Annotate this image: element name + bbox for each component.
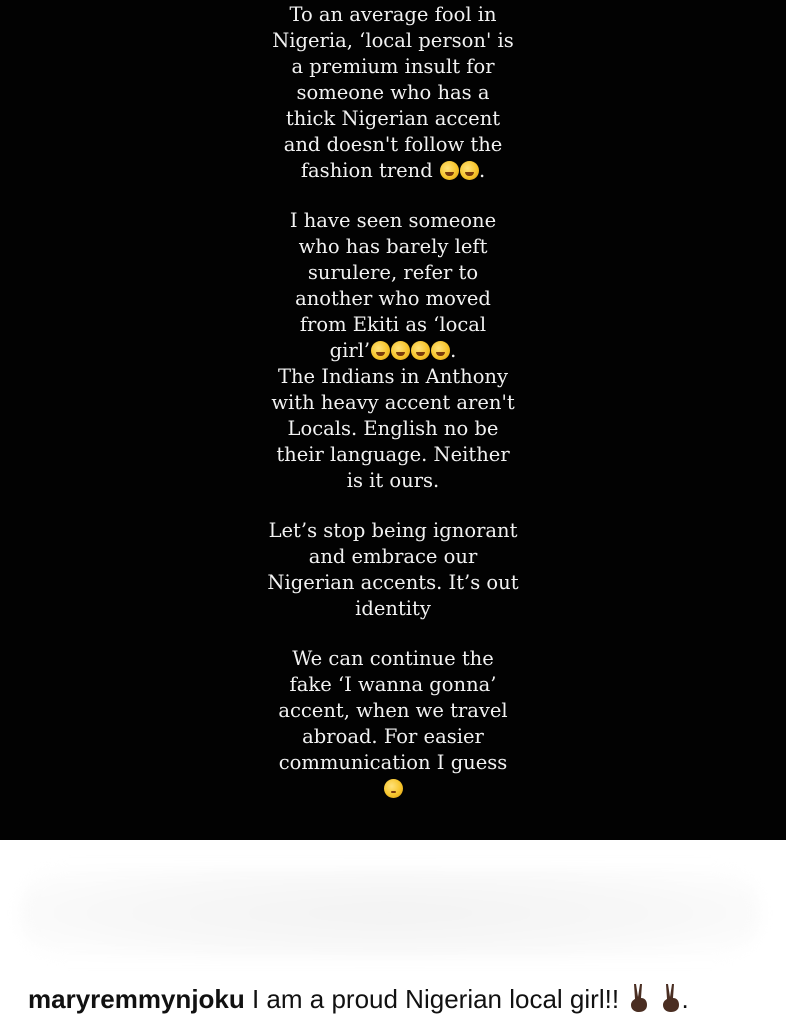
story-line: abroad. For easier [302,725,484,748]
story-line: from Ekiti as ‘local [299,313,487,336]
story-line: Nigerian accents. It’s out [267,571,519,594]
story-line-text: fashion trend [300,159,433,182]
story-line: a premium insult for [291,55,495,78]
story-line-text: girl’ [329,339,371,362]
comment [28,982,778,1016]
story-paragraph-2 [0,208,786,494]
story-paragraph-4 [0,646,786,802]
story-line-with-emoji [0,158,786,184]
story-line: someone who has a [296,81,490,104]
story-line: their language. Neither [276,443,510,466]
story-line: Let’s stop being ignorant [268,519,518,542]
rofl-emoji-icon [371,341,390,360]
story-line-emoji-only [0,776,786,802]
story-line: fake ‘I wanna gonna’ [289,673,497,696]
story-paragraph-1 [0,2,786,184]
story-line: who has barely left [298,235,488,258]
victory-hand-icon [660,983,682,1013]
story-line-punctuation: . [478,159,486,182]
comment-punctuation: . [681,984,689,1014]
thinking-face-icon [384,779,403,798]
story-line: another who moved [295,287,491,310]
story-line: To an average fool in [289,3,497,26]
story-line-punctuation: . [450,339,457,362]
story-line: and embrace our [308,545,478,568]
story-text [0,2,786,802]
story-line: We can continue the [292,647,494,670]
rofl-emoji-icon [391,341,410,360]
rofl-emoji-icon [411,341,430,360]
comment-username[interactable]: maryremmynjoku [28,984,245,1014]
story-line: Nigeria, ‘local person' is [272,29,514,52]
rofl-emoji-icon [440,161,459,180]
victory-hand-icon [628,983,650,1013]
story-line: surulere, refer to [307,261,479,284]
story-line: communication I guess [278,751,508,774]
comment-text: I am a proud Nigerian local girl!! [244,984,620,1014]
rofl-emoji-icon [431,341,450,360]
story-line: with heavy accent aren't [271,391,515,414]
story-line-with-emoji [0,338,786,364]
blurred-content [20,868,760,958]
blurred-region [0,840,786,970]
story-line: identity [355,597,431,620]
story-line: Locals. English no be [287,417,499,440]
story-line: accent, when we travel [278,699,508,722]
story-line: and doesn't follow the [283,133,503,156]
story-line: thick Nigerian accent [285,107,501,130]
story-line: The Indians in Anthony [277,365,509,388]
story-paragraph-3 [0,518,786,622]
rofl-emoji-icon [460,161,479,180]
story-line: I have seen someone [289,209,497,232]
story-line: is it ours. [346,469,440,492]
